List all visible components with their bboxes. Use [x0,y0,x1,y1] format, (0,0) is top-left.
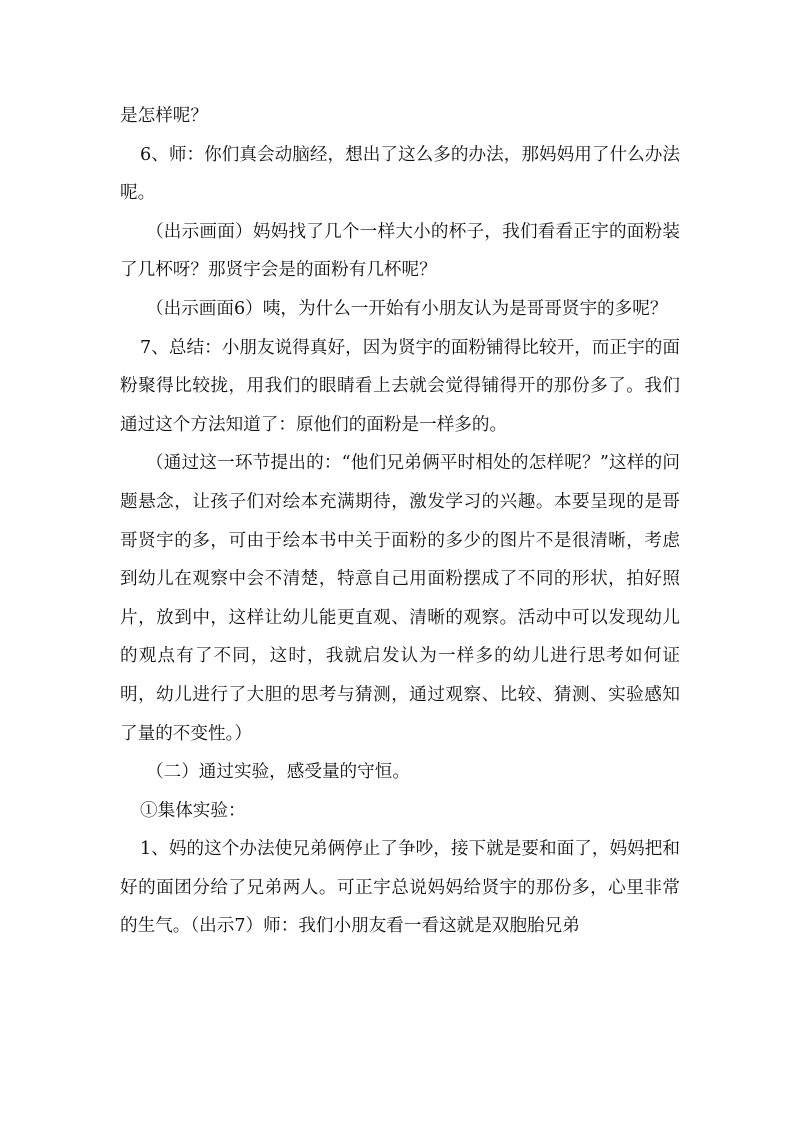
paragraph-continuation: 是怎样呢？ [120,106,208,126]
subsection-heading-group-experiment: ①集体实验： [140,800,246,821]
paragraph-reflection-note: （通过这一环节提出的：“他们兄弟俩平时相处的怎样呢？”这样的问题悬念，让孩子们对绘本充满期待，激发学习的兴趣。本要呈现的是哥哥贤宇的多，可由于绘本书中关于面粉的多少的图片不是很清晰，考虑到幼儿在观察中会不清楚，特意自己用面粉摆成了不同的形状，拍好照片，放到中，这样让幼儿能更直观、清晰的观察。活动中可以发现幼儿的观点有了不同，这时，我就启发认为一样多的幼儿进行思考如何证明，幼儿进行了大胆的思考与猜测，通过观察、比较、猜测、实验感知了量的不变性。） [120,453,680,744]
paragraph-show-picture: （出示画面）妈妈找了几个一样大小的杯子，我们看看正宇的面粉装了几杯呀？那贤宇会是的面粉有几杯呢？ [120,221,680,281]
paragraph-show-picture-6: （出示画面6）咦，为什么一开始有小朋友认为是哥哥贤宇的多呢？ [146,298,668,319]
section-heading-experiment: （二）通过实验，感受量的守恒。 [146,762,410,783]
document-body [120,97,680,946]
paragraph-step-1: 1、妈的这个办法使兄弟俩停止了争吵，接下就是要和面了，妈妈把和好的面团分给了兄弟两人。可正宇总说妈妈给贤宇的那份多，心里非常的生气。（出示7）师：我们小朋友看一看这就是双胞胎兄弟 [120,839,680,937]
paragraph-step-7-summary: 7、总结：小朋友说得真好，因为贤宇的面粉铺得比较开，而正宇的面粉聚得比较拢，用我们的眼睛看上去就会觉得铺得开的那份多了。我们通过这个方法知道了：原他们的面粉是一样多的。 [120,337,680,435]
paragraph-step-6: 6、师：你们真会动脑经，想出了这么多的办法，那妈妈用了什么办法呢。 [120,144,680,204]
